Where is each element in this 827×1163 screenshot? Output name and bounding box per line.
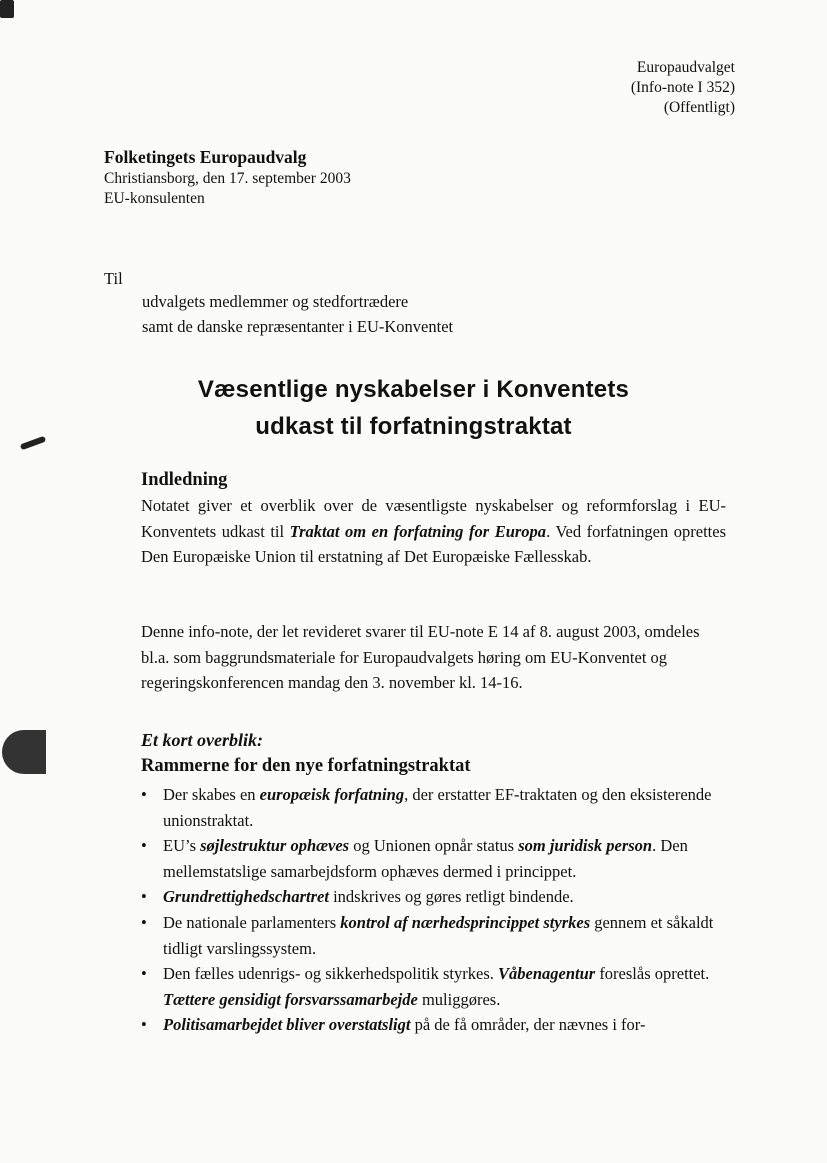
list-item — [141, 1012, 726, 1038]
section-heading-overview: Et kort overblik: — [141, 730, 263, 750]
text-run: på de få områder, der nævnes i for- — [410, 1015, 646, 1035]
text-run: Notatet giver et overblik over de væsentligste nyskabelser og reformforslag i EU-Konventets udkast til — [141, 496, 726, 541]
bullet-icon: • — [141, 964, 147, 984]
scan-artifact — [0, 0, 14, 18]
emphasis: søjlestruktur ophæves — [200, 836, 350, 856]
info-paragraph: Denne info-note, der let revideret svarer til EU-note E 14 af 8. august 2003, omdeles bl.a. som baggrundsmateriale for Europaudvalgets høring om EU-Konventet og regeringskonferencen mandag den 3. november kl. 14-16. — [141, 622, 700, 693]
sender-unit: EU-konsulenten — [104, 190, 205, 207]
text-run: EU’s — [163, 836, 201, 856]
list-item — [141, 884, 726, 910]
text-run: Den fælles udenrigs- og sikkerhedspolitik styrkes. — [163, 964, 498, 984]
text-run: gennem et såkaldt tidligt varslingssystem. — [163, 912, 714, 958]
emphasis: kontrol af nærhedsprincippet styrkes — [340, 912, 591, 932]
note-number: (Info-note I 352) — [630, 79, 735, 96]
text-run: . Den mellemstatslige samarbejdsform ophæves dermed i princippet. — [163, 836, 688, 881]
committee-name: Europaudvalget — [636, 59, 735, 76]
emphasis: som juridisk person — [518, 836, 653, 856]
list-item — [141, 961, 726, 1012]
list-item — [141, 910, 726, 961]
bullet-icon: • — [141, 785, 147, 804]
sender-block — [104, 145, 351, 209]
bullet-icon: • — [141, 912, 147, 932]
document-title — [0, 371, 827, 445]
list-item — [141, 833, 726, 884]
text-run: Der skabes en — [163, 785, 260, 804]
emphasis: Grundrettighedschartret — [163, 887, 329, 907]
text-run: foreslås oprettet. — [595, 964, 710, 984]
bullet-icon: • — [141, 1015, 147, 1035]
emphasis: Våbenagentur — [498, 964, 596, 984]
text-run: og Unionen opnår status — [349, 836, 519, 856]
text-run: . Ved forfatningen oprettes Den Europæiske Union til erstatning af Det Europæiske Fællesskab. — [141, 521, 727, 567]
recipients — [142, 289, 453, 339]
list-item — [141, 782, 726, 833]
place-and-date: Christiansborg, den 17. september 2003 — [104, 170, 351, 187]
document-reference — [631, 58, 735, 118]
bullet-icon: • — [141, 836, 147, 856]
text-run: , der erstatter EF-traktaten og den eksisterende unionstraktat. — [163, 785, 712, 830]
treaty-title: Traktat om en forfatning for Europa — [289, 521, 547, 541]
emphasis: Politisamarbejdet bliver overstatsligt — [163, 1015, 411, 1035]
emphasis: europæisk forfatning — [259, 785, 405, 804]
text-run: muliggøres. — [417, 989, 501, 1009]
recipient-line: samt de danske repræsentanter i EU-Konventet — [142, 317, 454, 336]
section-heading-intro: Indledning — [141, 470, 228, 490]
subheading-framework: Rammerne for den nye forfatningstraktat — [141, 756, 471, 776]
text-run: indskrives og gøres retligt bindende. — [328, 887, 574, 907]
scan-artifact — [2, 730, 46, 774]
bullet-icon: • — [141, 887, 147, 907]
title-line: Væsentlige nyskabelser i Konventets — [197, 376, 630, 403]
emphasis: Tættere gensidigt forsvarssamarbejde — [163, 989, 418, 1009]
recipient-line: udvalgets medlemmer og stedfortrædere — [142, 292, 409, 311]
classification: (Offentligt) — [663, 99, 735, 116]
text-run: De nationale parlamenters — [163, 912, 341, 932]
intro-paragraph — [141, 493, 726, 570]
bullet-list — [141, 782, 726, 1038]
to-label: Til — [104, 269, 123, 288]
title-line: udkast til forfatningstraktat — [255, 413, 572, 440]
sender-organization: Folketingets Europaudvalg — [104, 147, 307, 167]
